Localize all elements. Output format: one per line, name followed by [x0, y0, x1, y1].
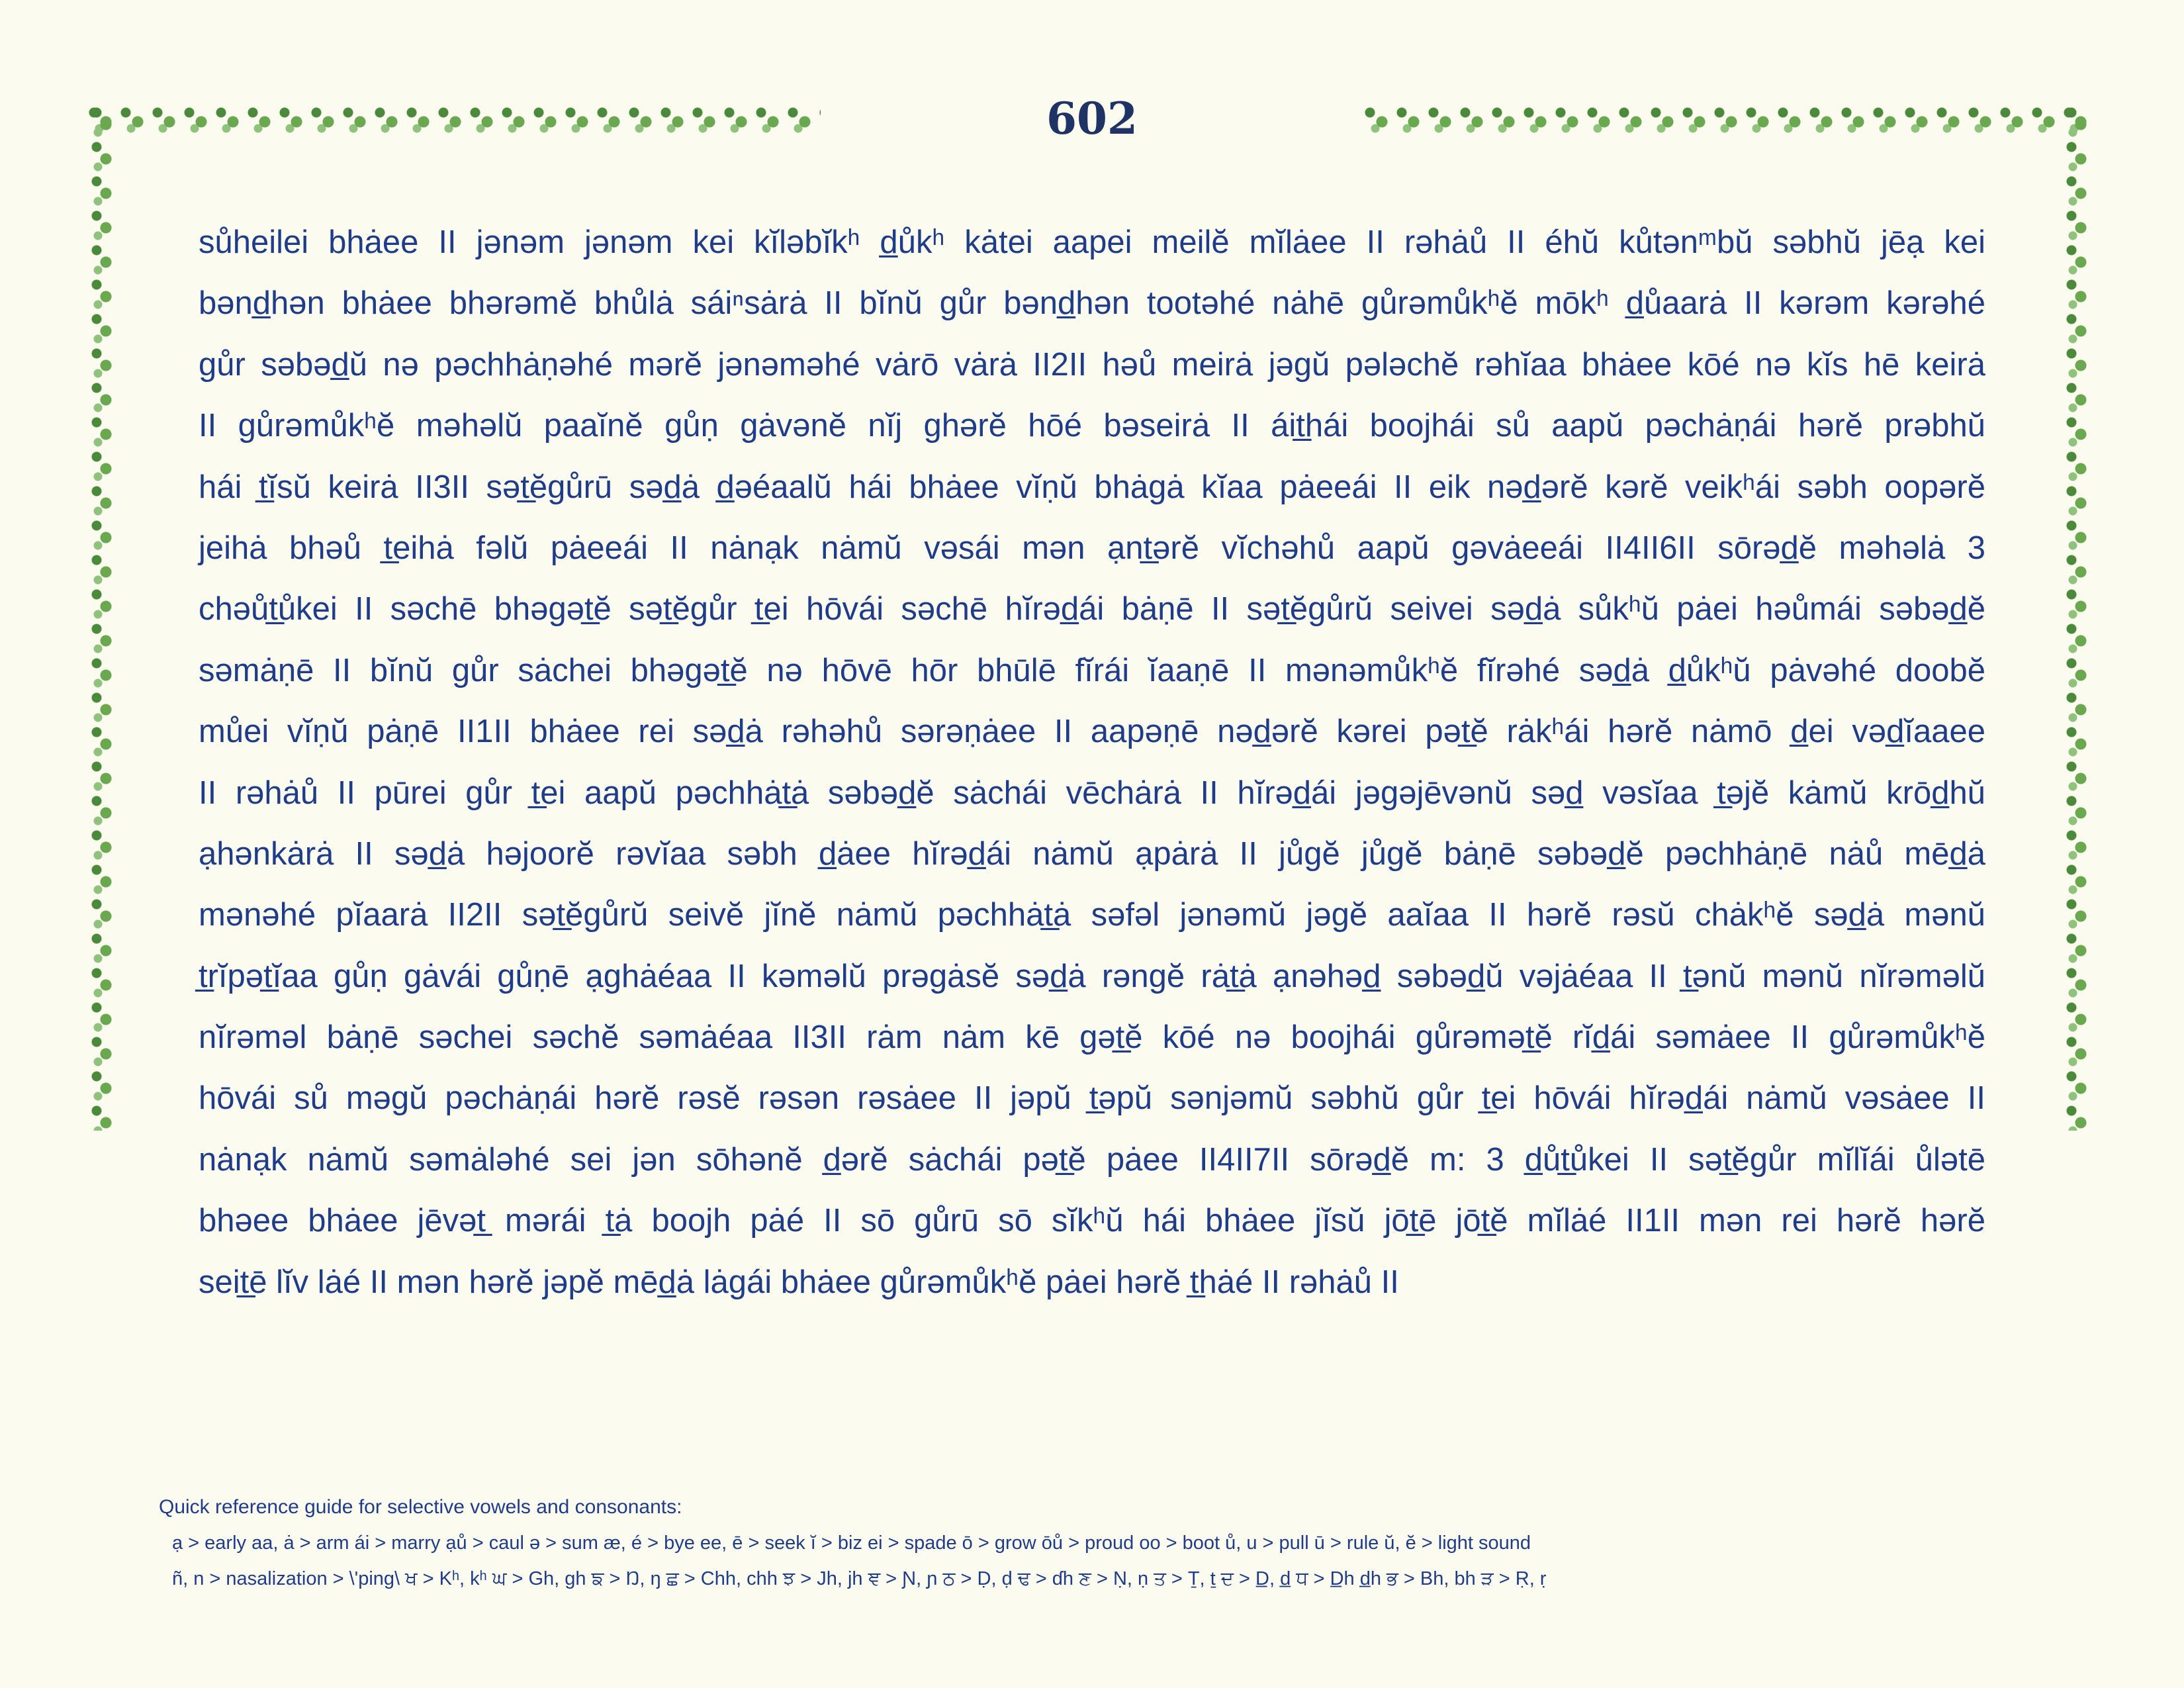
page-number: 602 — [1046, 93, 1138, 144]
verse-line: hōvái sů məgŭ pəchȧṇái hərĕ rəsĕ rəsən rəsȧee II jəpŭ t̲əpŭ sənjəmŭ səbhŭ gůr t̲ei hōvái hĭrəd̲ái nȧmŭ vəsȧee II — [199, 1080, 1985, 1117]
verse-line: II rəhȧů II pūrei gůr t̲ei aapŭ pəchhȧt̲ȧ səbəd̲ĕ sȧchái vēchȧrȧ II hĭrəd̲ái jəgəjēvənŭ səd̲ vəsĭaa t̲əjĕ kȧmŭ krōd̲hŭ — [199, 774, 1985, 811]
left-vine-border — [89, 105, 115, 1131]
verse-line: sůheilei bhȧee II jənəm jənəm kei kĭləbĭkʰ d̲ůkʰ kȧtei aapei meilĕ mĭlȧee II rəhȧů II éhŭ kůtənᵐbŭ səbhŭ jēạ kei — [199, 224, 1985, 260]
verse-line: II gůrəmůkʰĕ məhəlŭ paaĭnĕ gůṇ gȧvənĕ nĭj ghərĕ hōé bəseirȧ II áit̲hái boojhái sů aapŭ pəchȧṇái hərĕ prəbhŭ — [199, 408, 1985, 444]
verse-line: ạhənkȧrȧ II səd̲ȧ həjoorĕ rəvĭaa səbh d̲ȧee hĭrəd̲ái nȧmŭ ạpȧrȧ II jůgĕ jůgĕ bȧṇē səbəd̲ĕ pəchhȧṇē nȧů mēd̲ȧ — [199, 835, 1985, 872]
verse-line: gůr səbəd̲ŭ nə pəchhȧṇəhé mərĕ jənəməhé vȧrō vȧrȧ II2II həů meirȧ jəgŭ pələchĕ rəhĭaa bhȧee kōé nə kĭs hē keirȧ — [199, 346, 1985, 383]
verse-line: nȧnạk nȧmŭ səmȧləhé sei jən sōhənĕ d̲ərĕ sȧchái pət̲ĕ pȧee II4II7II sōrəd̲ĕ m: 3 d̲ůt̲ůkei II sət̲ĕgůr mĭlĭái ůlətē — [199, 1141, 1985, 1178]
pronunciation-guide — [159, 1496, 2052, 1597]
verse-line: bənd̲hən bhȧee bhərəmĕ bhůlȧ sáiⁿsȧrȧ II bĭnŭ gůr bənd̲hən tootəhé nȧhē gůrəmůkʰĕ mōkʰ d̲ůaarȧ II kərəm kərəhé — [199, 285, 1985, 322]
verse-line: səmȧṇē II bĭnŭ gůr sȧchei bhəgət̲ĕ nə hōvē hōr bhūlē fĭrái ĭaaṇē II mənəmůkʰĕ fĭrəhé səd̲ȧ d̲ůkʰŭ pȧvəhé doobĕ — [199, 652, 1985, 688]
verse-line: seit̲ē lĭv lȧé II mən hərĕ jəpĕ mēd̲ȧ lȧgái bhȧee gůrəmůkʰĕ pȧei hərĕ t̲hȧé II rəhȧů II — [199, 1264, 1399, 1300]
verse-line: jeihȧ bhəů t̲eihȧ fəlŭ pȧeeái II nȧnạk nȧmŭ vəsái mən ạnt̲ərĕ vĭchəhů aapŭ gəvȧeeái II4II6II sōrəd̲ĕ məhəlȧ 3 — [199, 530, 1985, 566]
verse-text — [199, 212, 1985, 1313]
right-vine-border — [2064, 105, 2090, 1131]
guide-title: Quick reference guide for selective vowels and consonants: — [159, 1496, 682, 1518]
guide-consonants-row: ñ, n > nasalization > \'ping\ ਖ > Kʰ, kʰ ਘ > Gh, gh ਙ > Ŋ, ŋ ਛ > Chh, chh ਝ > Jh, jh ਞ > Ɲ, ɲ ਠ > Ḍ, ḍ ਢ > ɗh ਣ > Ṇ, ṇ ਤ > Ṯ, ṯ ਦ > D̲, d̲ ਧ > D̲h d̲h ਭ > Bh, bh ੜ > Ṛ, ṛ — [172, 1568, 1547, 1589]
verse-line: chəůt̲ůkei II səchē bhəgət̲ĕ sət̲ĕgůr t̲ei hōvái səchē hĭrəd̲ái bȧṇē II sət̲ĕgůrŭ seivei səd̲ȧ sůkʰŭ pȧei həůmái səbəd̲ĕ — [199, 591, 1985, 628]
verse-line: mənəhé pĭaarȧ II2II sət̲ĕgůrŭ seivĕ jĭnĕ nȧmŭ pəchhȧt̲ȧ səfəl jənəmŭ jəgĕ aaĭaa II hərĕ rəsŭ chȧkʰĕ səd̲ȧ mənŭ — [199, 897, 1985, 933]
verse-line: můei vĭṇŭ pȧṇē II1II bhȧee rei səd̲ȧ rəhəhů sərəṇȧee II aapəṇē nəd̲ərĕ kərei pət̲ĕ rȧkʰái hərĕ nȧmō d̲ei vəd̲ĭaaee — [199, 714, 1985, 750]
verse-line: nĭrəməl bȧṇē səchei səchĕ səmȧéaa II3II rȧm nȧm kē gət̲ĕ kōé nə boojhái gůrəmət̲ĕ rĭd̲ái səmȧee II gůrəmůkʰĕ — [199, 1019, 1985, 1056]
verse-line: hái t̲ĭsŭ keirȧ II3II sət̲ĕgůrū səd̲ȧ d̲əéaalŭ hái bhȧee vĭṇŭ bhȧgȧ kĭaa pȧeeái II eik nəd̲ərĕ kərĕ veikʰái səbh oopərĕ — [199, 469, 1985, 505]
verse-line: bhəee bhȧee jēvət̲ mərái t̲ȧ boojh pȧé II sō gůrū sō sĭkʰŭ hái bhȧee jĭsŭ jōt̲ē jōt̲ĕ mĭlȧé II1II mən rei hərĕ hərĕ — [199, 1203, 1985, 1239]
verse-line: t̲rĭpət̲ĭaa gůṇ gȧvái gůṇē ạghȧéaa II kəməlŭ prəgȧsĕ səd̲ȧ rəngĕ rȧt̲ȧ ạnəhəd̲ səbəd̲ŭ vəjȧéaa II t̲ənŭ mənŭ nĭrəməlŭ — [199, 958, 1985, 994]
guide-vowels-row: ạ > early aa, ȧ > arm ái > marry ạů > caul ə > sum æ, é > bye ee, ē > seek ĭ > biz ei > spade ō > grow ōů > proud oo > boot ů, u > pull ū > rule ŭ, ĕ > light sound — [172, 1532, 1531, 1554]
